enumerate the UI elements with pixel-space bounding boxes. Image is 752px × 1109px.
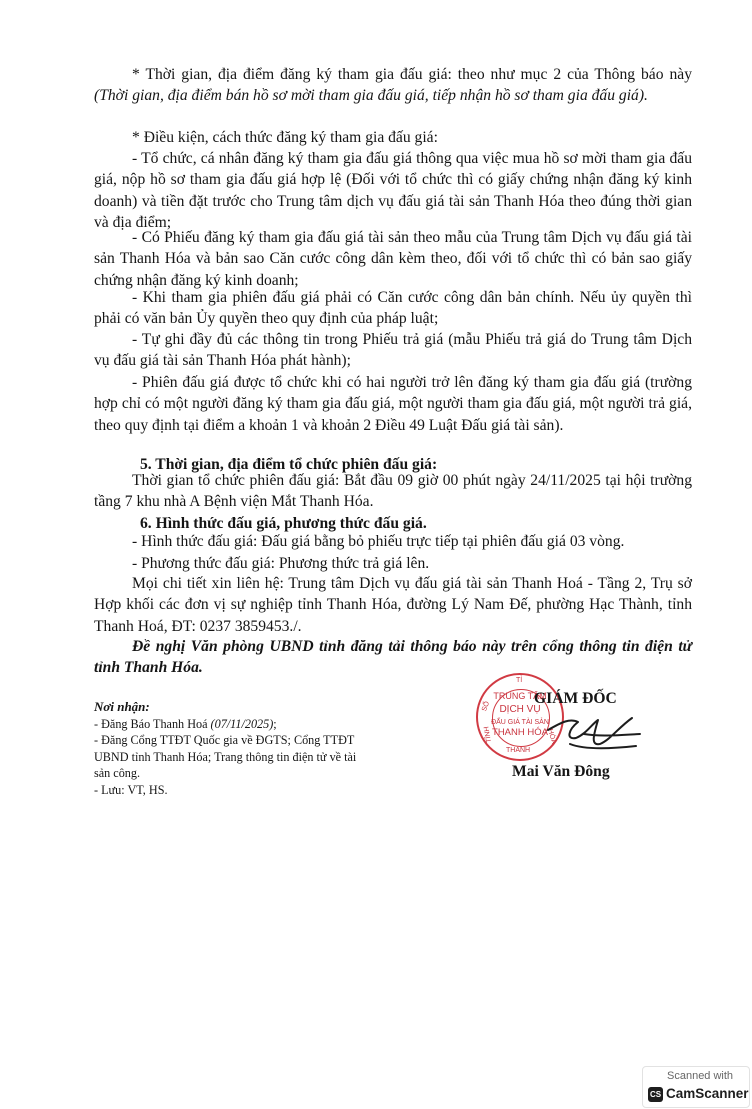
paragraph-condition-2: - Có Phiếu đăng ký tham gia đấu giá tài sản theo mẫu của Trung tâm Dịch vụ đấu giá tài sản Thanh Hóa và bản sao Căn cước công dân kèm theo, đối với tổ chức thì có bản sao giấy chứng nhận đăng ký kinh doanh; (94, 229, 692, 289)
paragraph-condition-4: - Tự ghi đầy đủ các thông tin trong Phiếu trả giá (mẫu Phiếu trả giá do Trung tâm Dịch vụ đấu giá tài sản Thanh Hóa phát hành); (94, 331, 692, 370)
publication-request: Đề nghị Văn phòng UBND tỉnh đăng tải thông báo này trên cổng thông tin điện tử tỉnh Thanh Hóa. (94, 638, 692, 677)
seal-line-4: THANH HÓA (492, 727, 548, 738)
recipient-item: - Đăng Báo Thanh Hoá (07/11/2025); (94, 716, 277, 731)
seal-rim-left: SỐ (481, 700, 492, 713)
signatory-name: Mai Văn Đông (512, 763, 610, 780)
section-6-method: - Phương thức đấu giá: Phương thức trả giá lên. (132, 555, 430, 572)
paragraph-conditions-heading: * Điều kiện, cách thức đăng ký tham gia đấu giá: (132, 129, 438, 146)
recipient-item: - Lưu: VT, HS. (94, 782, 168, 797)
recipient-date: (07/11/2025) (210, 716, 274, 731)
paragraph-condition-1: - Tổ chức, cá nhân đăng ký tham gia đấu giá thông qua việc mua hồ sơ mời tham gia đấu giá, nộp hồ sơ tham gia đấu giá hợp lệ (Đối với tổ chức thì có giấy chứng nhận đăng ký kinh doanh) và tiền đặt trước cho Trung tâm dịch vụ đấu giá tài sản Thanh Hóa theo đúng thời gian và địa điểm; (94, 150, 692, 232)
seal-line-2: DỊCH VỤ (499, 704, 541, 715)
contact-paragraph: Mọi chi tiết xin liên hệ: Trung tâm Dịch vụ đấu giá tài sản Thanh Hoá - Tầng 2, Trụ sở Hợp khối các đơn vị sự nghiệp tỉnh Thanh Hóa, đường Lý Nam Đế, phường Hạc Thành, tỉnh Thanh Hoá, ĐT: 0237 3859453./. (94, 575, 692, 635)
paragraph-condition-5: - Phiên đấu giá được tổ chức khi có hai người trở lên đăng ký tham gia đấu giá (trường hợp chỉ có một người đăng ký tham gia đấu giá, một người tham gia đấu giá, một người trả giá, theo quy định tại điểm a khoản 1 và khoản 2 Điều 49 Luật Đấu giá tài sản). (94, 374, 692, 434)
registration-time-note: (Thời gian, địa điểm bán hồ sơ mời tham gia đấu giá, tiếp nhận hồ sơ tham gia đấu giá). (94, 87, 648, 105)
section-6-heading: 6. Hình thức đấu giá, phương thức đấu giá. (140, 515, 427, 532)
seal-line-1: TRUNG TÂM (493, 691, 547, 701)
recipients-block (94, 699, 364, 799)
handwritten-signature (540, 700, 650, 770)
section-6-form: - Hình thức đấu giá: Đấu giá bằng bỏ phiếu trực tiếp tại phiên đấu giá 03 vòng. (132, 533, 625, 550)
seal-rim-left-lower: TỈNH (483, 725, 494, 744)
seal-rim-top: TỈ (516, 677, 523, 684)
camscanner-logo-icon: CS (648, 1087, 663, 1102)
watermark-app-name: CamScanner (666, 1086, 749, 1101)
section-5-body: Thời gian tổ chức phiên đấu giá: Bắt đầu 09 giờ 00 phút ngày 24/11/2025 tại hội trường tầng 7 khu nhà A Bệnh viện Mắt Thanh Hóa. (94, 472, 692, 511)
recipient-item: - Đăng Cổng TTĐT Quốc gia về ĐGTS; Cổng TTĐT UBND tỉnh Thanh Hóa; Trang thông tin điện tử về tài sản công. (94, 733, 357, 781)
seal-rim-right: HÓA (546, 728, 557, 745)
seal-line-3: ĐẤU GIÁ TÀI SẢN (491, 719, 549, 726)
section-5-heading: 5. Thời gian, địa điểm tổ chức phiên đấu giá: (140, 456, 438, 473)
watermark-caption: Scanned with (667, 1070, 734, 1082)
camscanner-watermark (642, 1066, 750, 1108)
paragraph-condition-3: - Khi tham gia phiên đấu giá phải có Căn cước công dân bản chính. Nếu ủy quyền thì phải có văn bản Ủy quyền theo quy định của pháp luật; (94, 289, 692, 328)
paragraph-registration-time (94, 64, 692, 107)
signatory-title: GIÁM ĐỐC (534, 690, 617, 707)
registration-time-lead: * Thời gian, địa điểm đăng ký tham gia đấu giá: theo như mục 2 của Thông báo này (132, 66, 692, 83)
recipients-title: Nơi nhận: (94, 699, 150, 714)
seal-rim-bottom: THANH (506, 747, 531, 754)
